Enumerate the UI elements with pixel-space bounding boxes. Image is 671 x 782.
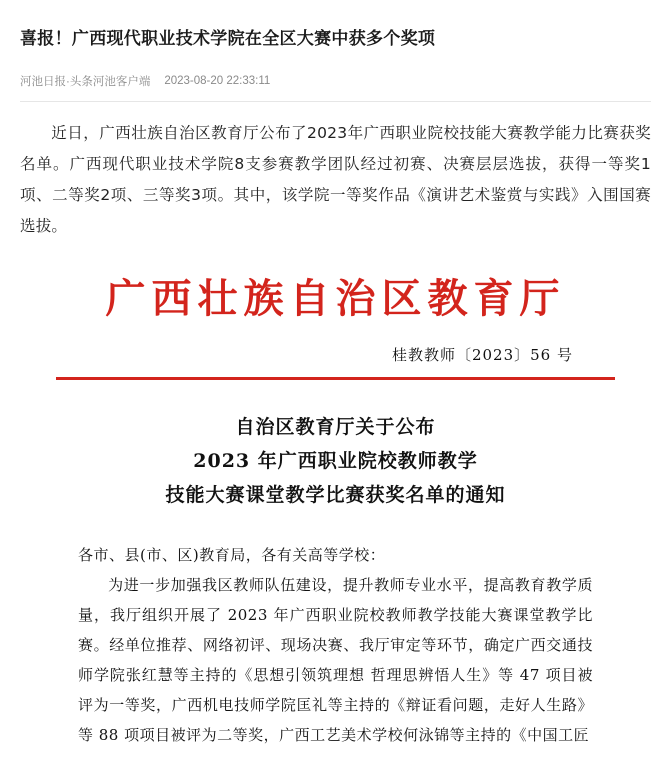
paragraph-text: 近日，广西壮族自治区教育厅公布了2023年广西职业院校技能大赛教学能力比赛获奖名单。广西现代职业技术学院8支参赛教学团队经过初赛、决赛层层选拔，获得一等奖1项、二等奖2项、三等奖3项。其中，该学院一等奖作品《演讲艺术鉴赏与实践》入围国赛选拔。 bbox=[20, 124, 651, 236]
article-page bbox=[0, 11, 671, 782]
document-red-rule bbox=[56, 377, 615, 380]
document-number: 桂教教师〔2023〕56 号 bbox=[391, 346, 573, 365]
document-issuer-header: 广西壮族自治区教育厅 bbox=[105, 275, 566, 323]
page-title: 喜报！广西现代职业技术学院在全区大赛中获多个奖项 bbox=[20, 29, 436, 49]
document-title-line-3: 技能大赛课堂教学比赛获奖名单的通知 bbox=[165, 484, 506, 507]
article-paragraph bbox=[20, 118, 651, 242]
article-timestamp: 2023-08-20 22:33:11 bbox=[164, 75, 271, 88]
document-body-text: 为进一步加强我区教师队伍建设，提升教师专业水平，提高教育教学质量，我厅组织开展了 2023 年广西职业院校教师教学技能大赛课堂教学比赛。经单位推荐、网络初评、现场决赛、我厅审定等环节，确定广西交通技师学院张红慧等主持的《思想引领筑理想 哲理思辨悟人生》等 47 项目被评为一等奖，广西机电技师学院匡礼等主持的《辩证看问题，走好人生路》等 88 项项目被评为二等奖，广西工艺美术学校何泳锦等主持的《中国工匠 bbox=[78, 576, 593, 745]
document-title-line-2: 2023 年广西职业院校教师教学 bbox=[193, 450, 478, 473]
document-salutation: 各市、县(市、区)教育局，各有关高等学校： bbox=[78, 546, 386, 565]
document-body bbox=[56, 570, 615, 750]
article-meta bbox=[20, 73, 651, 89]
header-divider bbox=[20, 101, 651, 102]
article-source: 河池日报·头条河池客户端 bbox=[20, 76, 151, 89]
document-title bbox=[56, 410, 615, 512]
official-document-image bbox=[20, 268, 651, 750]
document-title-line-1: 自治区教育厅关于公布 bbox=[235, 416, 436, 439]
